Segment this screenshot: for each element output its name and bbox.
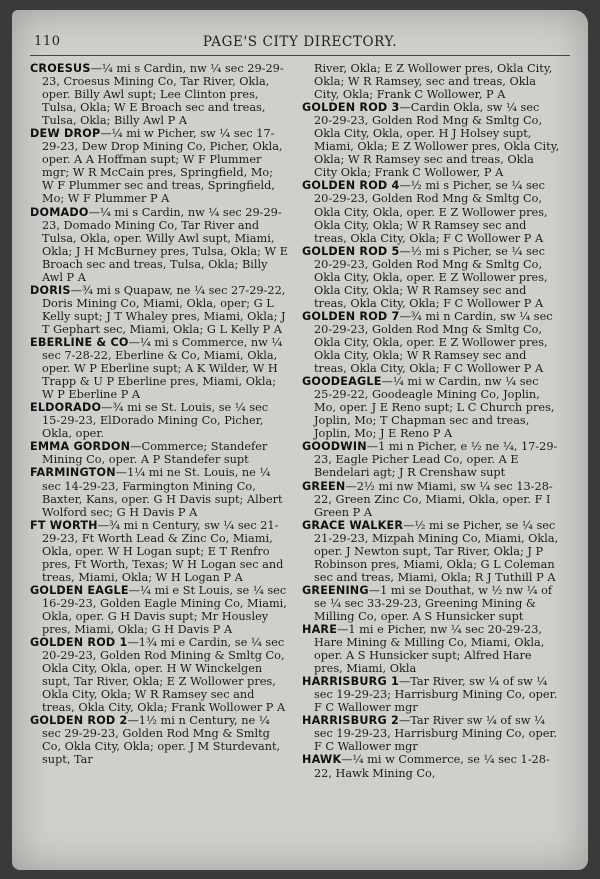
list-item	[302, 62, 560, 101]
entry-name: GOLDEN ROD 4	[302, 179, 400, 193]
entry-text: —1¼ mi ne St. Louis, ne ¼ sec 14-29-23, Farmington Mining Co, Baxter, Kans, oper. G H Davis supt; Albert Wolford sec; G H Davis P A	[42, 466, 283, 519]
entry-text: —¼ mi s Cardin, nw ¼ sec 29-29-23, Domado Mining Co, Tar River and Tulsa, Okla, oper. Willy Awl supt, Miami, Okla; J H McBurney pres, Tulsa, Okla; W E Broach sec and treas, Tulsa, Okla; Billy Awl P A	[42, 205, 288, 284]
entry-text: —1 mi e Picher, nw ¼ sec 20-29-23, Hare Mining & Milling Co, Miami, Okla, oper. A S Hunsicker supt; Alfred Hare pres, Miami, Okla	[314, 623, 545, 676]
entry-name: EBERLINE & CO	[30, 335, 129, 349]
list-item	[30, 636, 288, 714]
list-item	[302, 623, 560, 675]
entry-text: —¾ mi s Quapaw, ne ¼ sec 27-29-22, Doris Mining Co, Miami, Okla, oper; G L Kelly supt; J T Whaley pres, Miami, Okla; J T Gephart sec, Miami, Okla; G L Kelly P A	[42, 283, 286, 336]
directory-page	[12, 10, 588, 870]
list-item	[30, 127, 288, 205]
entry-text: —¼ mi s Commerce, nw ¼ sec 7-28-22, Eberline & Co, Miami, Okla, oper. W P Eberline supt; A K Wilder, W H Trapp & U P Eberline pres, Miami, Okla; W P Eberline P A	[42, 335, 283, 402]
entry-name: GOLDEN ROD 2	[30, 714, 128, 728]
entry-text: —¾ mi se St. Louis, se ¼ sec 15-29-23, ElDorado Mining Co, Picher, Okla, oper.	[42, 401, 269, 441]
entry-name: GOLDEN ROD 3	[302, 101, 400, 115]
list-item	[30, 440, 288, 466]
entry-text: —¼ mi w Cardin, nw ¼ sec 25-29-22, Goodeagle Mining Co, Joplin, Mo, oper. J E Reno supt; L C Church pres, Joplin, Mo; T Chapman sec and treas, Joplin, Mo; J E Reno P A	[314, 375, 555, 441]
entry-name: GOODEAGLE	[302, 375, 382, 389]
list-item	[30, 284, 288, 336]
entry-name: GRACE WALKER	[302, 518, 404, 532]
entry-name: GREEN	[302, 479, 346, 493]
list-item	[302, 179, 560, 244]
list-item	[30, 336, 288, 401]
entry-text: —Tar River, sw ¼ of sw ¼ sec 19-29-23; Harrisburg Mining Co, oper. F C Wallower mgr	[314, 675, 558, 715]
entry-name: CROESUS	[30, 62, 91, 75]
list-item	[302, 584, 560, 623]
list-item	[30, 466, 288, 518]
list-item	[302, 245, 560, 310]
entry-name: GOODWIN	[302, 440, 367, 454]
entry-text: —½ mi s Picher, se ¼ sec 20-29-23, Golden Rod Mng & Smltg Co, Okla City, Okla, oper. E Z Wollower pres, Okla City, Okla; W R Ramsey sec and treas, Okla City, Okla; F C Wollower P A	[314, 179, 548, 245]
entry-text: —1 mi n Picher, e ½ ne ¼, 17-29-23, Eagle Picher Lead Co, oper. A E Bendelari agt; J R Crenshaw supt	[314, 440, 558, 480]
entry-text: —½ mi se Picher, se ¼ sec 21-29-23, Mizpah Mining Co, Miami, Okla, oper. J Newton supt, Tar River, Okla; J P Robinson pres, Miami, Okla; G L Coleman sec and treas, Miami, Okla; R J Tuthill P A	[314, 518, 559, 584]
entry-name: DORIS	[30, 283, 71, 297]
entry-text: —Tar River sw ¼ of sw ¼ sec 19-29-23, Harrisburg Mining Co, oper. F C Wallower mgr	[314, 714, 558, 754]
entry-text: —¾ mi n Cardin, sw ¼ sec 20-29-23, Golden Rod Mng & Smltg Co, Okla City, Okla, oper. E Z Wollower pres, Okla City, Okla; W R Ramsey sec and treas, Okla City, Okla; F C Wollower P A	[314, 309, 553, 376]
entry-name: FARMINGTON	[30, 466, 116, 480]
entry-name: HARE	[302, 623, 338, 637]
entry-text: —¼ mi s Cardin, nw ¼ sec 29-29-23, Croesus Mining Co, Tar River, Okla, oper. Billy Awl supt; Lee Clinton pres, Tulsa, Okla; W E Broach sec and treas, Tulsa, Okla; Billy Awl P A	[42, 62, 284, 128]
entry-text: River, Okla; E Z Wollower pres, Okla City, Okla; W R Ramsey, sec and treas, Okla City, Okla; Frank C Wollower, P A	[314, 62, 553, 102]
entry-name: GOLDEN EAGLE	[30, 583, 129, 597]
page-number: 110	[34, 34, 61, 49]
entry-name: ELDORADO	[30, 401, 102, 415]
list-item	[302, 375, 560, 440]
list-item	[302, 440, 560, 479]
entry-name: GOLDEN ROD 7	[302, 309, 400, 323]
entry-text: —½ mi s Picher, se ¼ sec 20-29-23, Golden Rod Mng & Smltg Co, Okla City, Okla, oper. E Z Wollower pres, Okla City, Okla; W R Ramsey sec and treas, Okla City, Okla; F C Wollower P A	[314, 244, 548, 310]
entry-text: —¾ mi n Century, sw ¼ sec 21-29-23, Ft Worth Lead & Zinc Co, Miami, Okla, oper. W H Logan supt; E T Renfro pres, Ft Worth, Texas; W H Logan sec and treas, Miami, Okla; W H Logan P A	[42, 518, 284, 584]
list-item	[30, 714, 288, 766]
list-item	[30, 62, 288, 127]
entry-name: FT WORTH	[30, 518, 98, 532]
entry-name: HARRISBURG 1	[302, 675, 399, 689]
entry-name: DOMADO	[30, 205, 89, 219]
list-item	[302, 675, 560, 714]
list-item	[30, 519, 288, 584]
entry-text: —1 mi se Douthat, w ½ nw ¼ of se ¼ sec 33-29-23, Greening Mining & Milling Co, oper. A S Hunsicker supt	[314, 583, 553, 623]
entry-name: EMMA GORDON	[30, 440, 131, 454]
entry-text: —Commerce; Standefer Mining Co, oper. A P Standefer supt	[42, 440, 268, 467]
list-item	[302, 753, 560, 779]
page-header	[26, 32, 574, 54]
list-item	[30, 401, 288, 440]
entry-text: —2½ mi nw Miami, sw ¼ sec 13-28-22, Green Zinc Co, Miami, Okla, oper. F I Green P A	[314, 479, 553, 519]
entry-text: —¼ mi e St Louis, se ¼ sec 16-29-23, Golden Eagle Mining Co, Miami, Okla, oper. G H Davis supt; Mr Housley pres, Miami, Okla; G H Davis P A	[42, 583, 287, 637]
entry-text: —1½ mi n Century, ne ¼ sec 29-29-23, Golden Rod Mng & Smltg Co, Okla City, Okla; oper. J M Sturdevant, supt, Tar	[42, 714, 281, 767]
left-column	[30, 62, 288, 862]
entry-text: —Cardin Okla, sw ¼ sec 20-29-23, Golden Rod Mng & Smltg Co, Okla City, Okla, oper. H J Holsey supt, Miami, Okla; E Z Wollower pres, Okla City, Okla; W R Ramsey sec and treas, Okla City Okla; Frank C Wollower, P A	[314, 101, 560, 180]
entry-name: GOLDEN ROD 5	[302, 244, 400, 258]
entry-text: —¼ mi w Commerce, se ¼ sec 1-28-22, Hawk Mining Co,	[314, 753, 550, 780]
entry-text: —¼ mi w Picher, sw ¼ sec 17-29-23, Dew Drop Mining Co, Picher, Okla, oper. A A Hoffman supt; W F Plummer mgr; W R McCain pres, Springfield, Mo; W F Plummer sec and treas, Springfield, Mo; W F Plummer P A	[42, 127, 283, 206]
list-item	[302, 519, 560, 584]
entry-text: —1¾ mi e Cardin, se ¼ sec 20-29-23, Golden Rod Mining & Smltg Co, Okla City, Okla, oper. H W Winckelgen supt, Tar River, Okla; E Z Wollower pres, Okla City, Okla; W R Ramsey sec and treas, Okla City, Okla; Frank Wollower P A	[42, 636, 286, 715]
list-item	[302, 714, 560, 753]
list-item	[302, 101, 560, 179]
list-item	[30, 584, 288, 636]
right-column	[302, 62, 560, 862]
entry-name: GREENING	[302, 583, 369, 597]
page-title: PAGE'S CITY DIRECTORY.	[202, 34, 398, 50]
list-item	[302, 480, 560, 519]
entry-name: DEW DROP	[30, 127, 101, 141]
entry-name: HARRISBURG 2	[302, 714, 399, 728]
header-rule	[30, 55, 570, 56]
list-item	[30, 206, 288, 284]
entry-name: HAWK	[302, 753, 342, 767]
list-item	[302, 310, 560, 375]
entry-name: GOLDEN ROD 1	[30, 636, 128, 650]
